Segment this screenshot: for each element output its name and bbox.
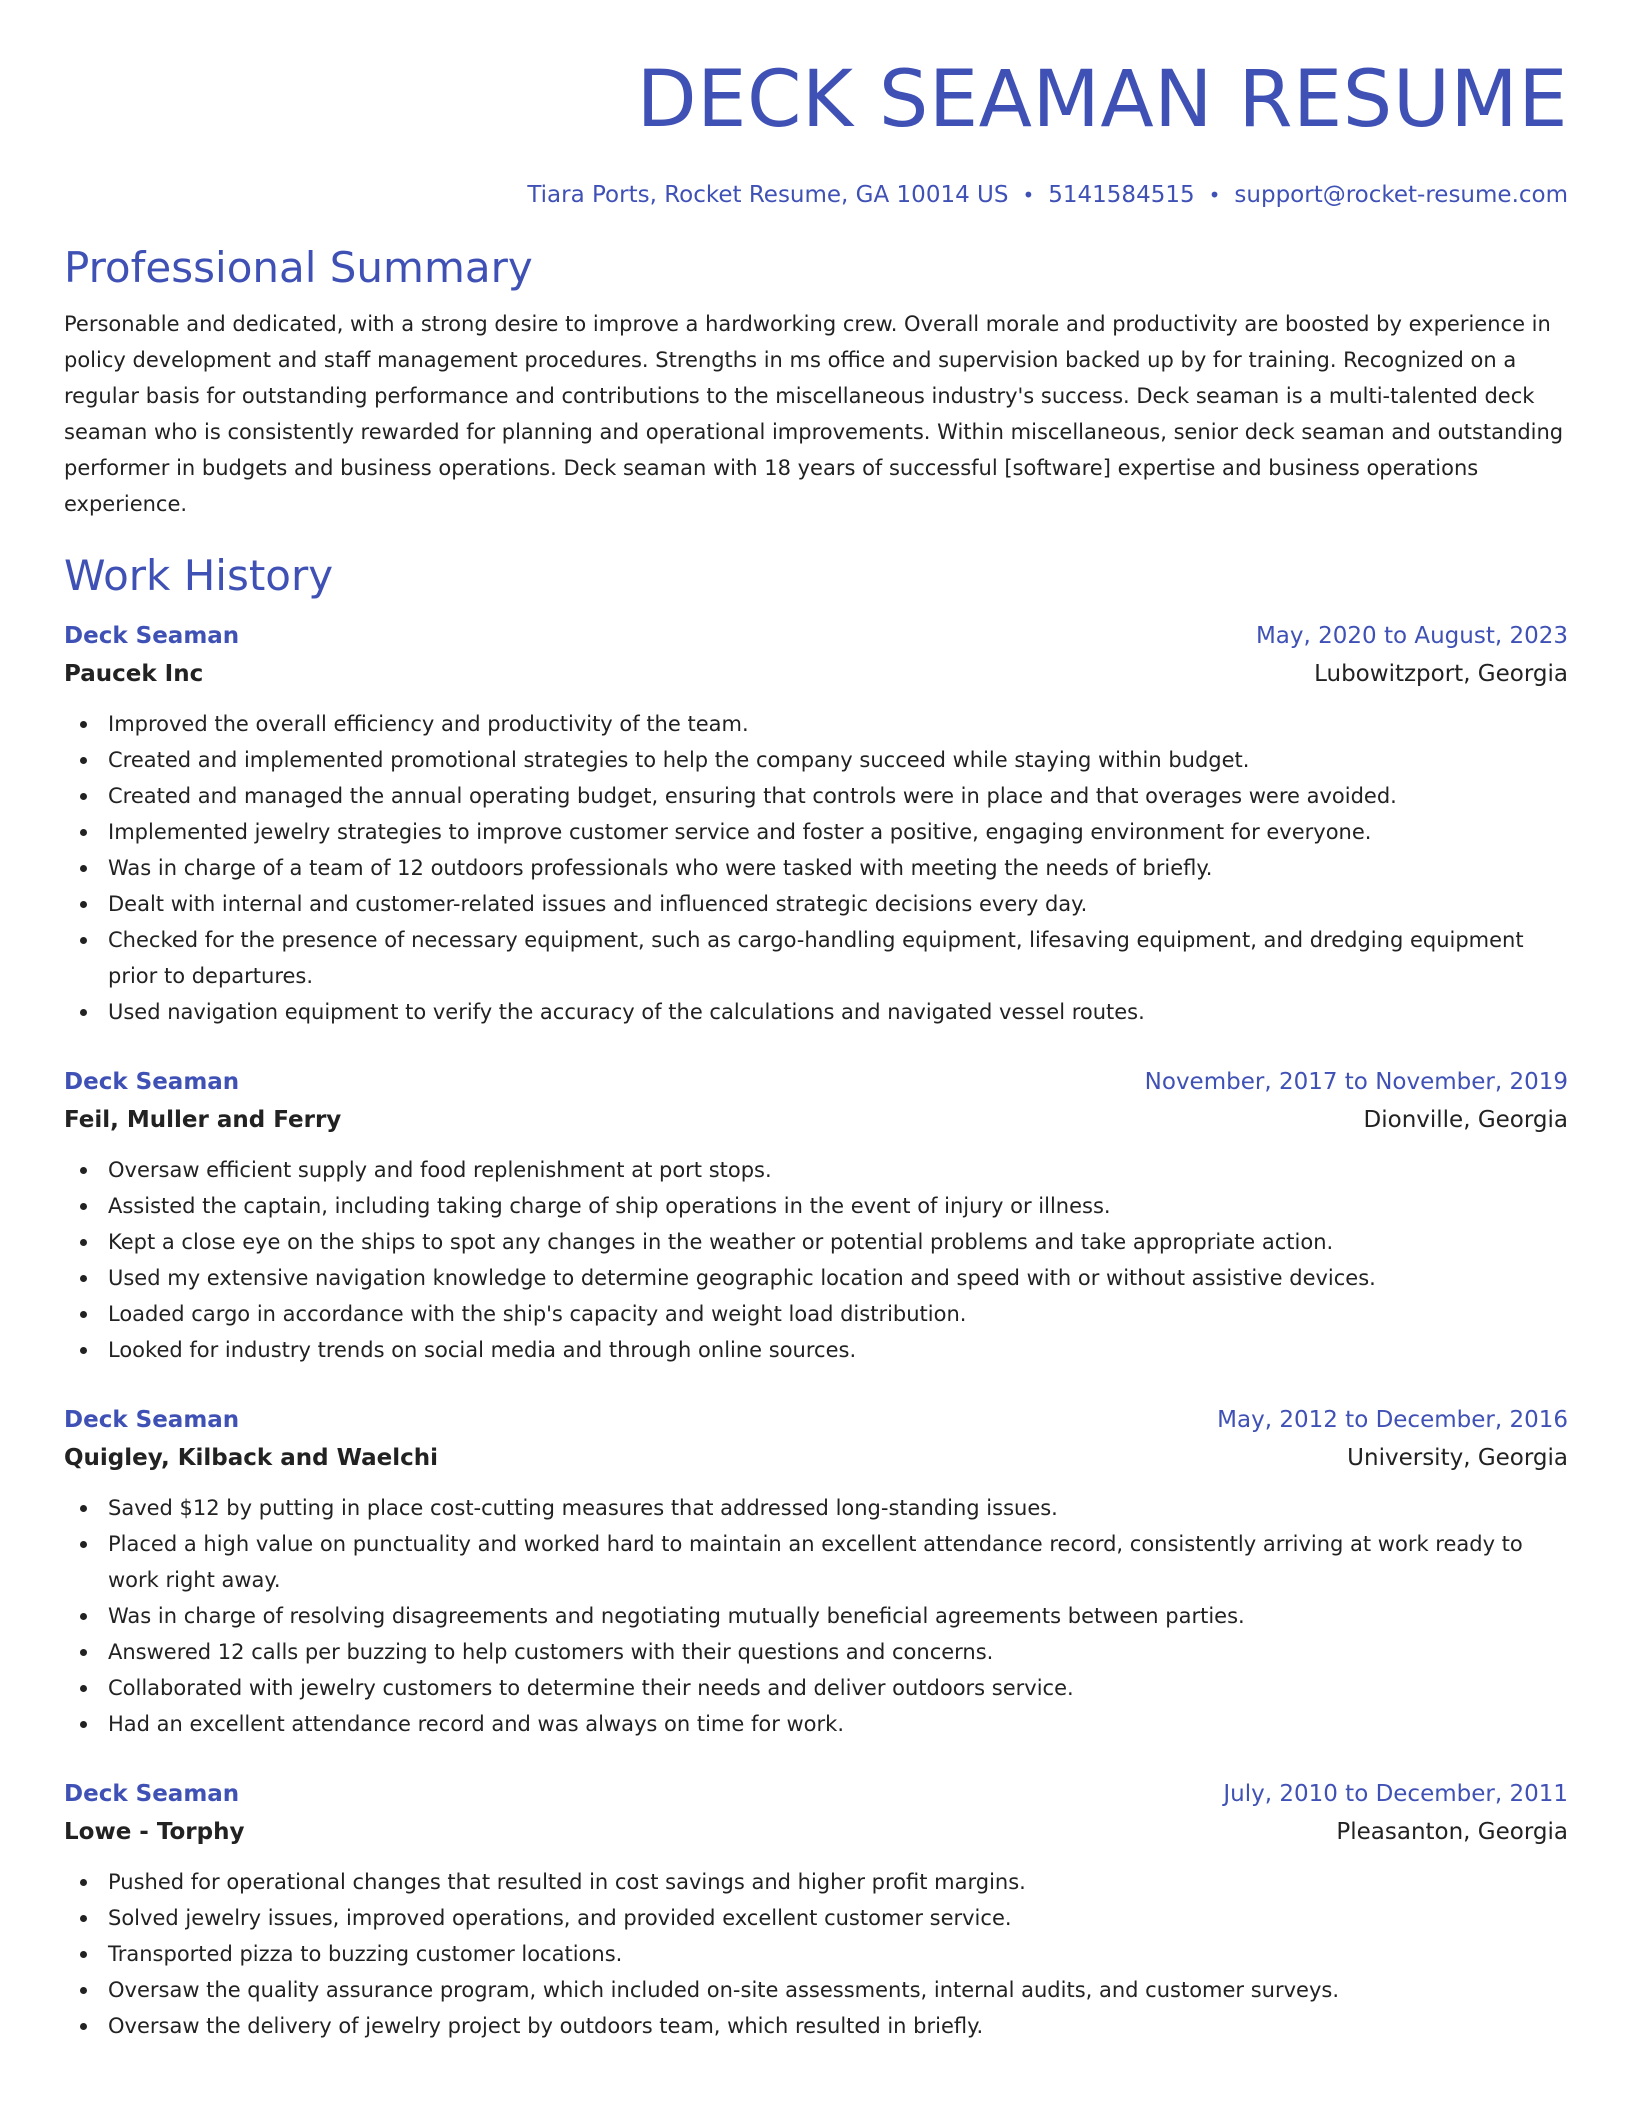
job-bullet: Used navigation equipment to verify the accuracy of the calculations and navigated vessel routes. — [64, 994, 1568, 1030]
contact-email: support@rocket-resume.com — [1234, 182, 1568, 208]
resume-header — [64, 52, 1568, 212]
contact-address: Tiara Ports, Rocket Resume, GA 10014 US — [527, 182, 1009, 208]
job-company-row — [64, 1100, 1568, 1140]
job-dates: May, 2012 to December, 2016 — [1217, 1407, 1568, 1433]
job-bullet: Checked for the presence of necessary equipment, such as cargo-handling equipment, lifesaving equipment, and dredging equipment prior to departures. — [64, 922, 1568, 994]
job-bullet: Was in charge of resolving disagreements and negotiating mutually beneficial agreements between parties. — [64, 1598, 1568, 1634]
job-title: Deck Seaman — [64, 1781, 240, 1807]
job-title-row — [64, 1402, 1568, 1438]
job-company-row — [64, 1438, 1568, 1478]
job-dates: November, 2017 to November, 2019 — [1144, 1069, 1568, 1095]
job-title: Deck Seaman — [64, 1407, 240, 1433]
contact-line — [64, 178, 1568, 212]
job-bullet: Collaborated with jewelry customers to determine their needs and deliver outdoors service. — [64, 1670, 1568, 1706]
work-history-heading: Work History — [64, 551, 334, 600]
job-company: Lowe - Torphy — [64, 1819, 245, 1845]
job-bullet-list — [64, 706, 1568, 1030]
job-title-row — [64, 1064, 1568, 1100]
job-bullet: Placed a high value on punctuality and worked hard to maintain an excellent attendance record, consistently arriving at work ready to work right away. — [64, 1526, 1568, 1598]
job-company: Quigley, Kilback and Waelchi — [64, 1445, 439, 1471]
work-history-list — [64, 618, 1568, 2044]
summary-text: Personable and dedicated, with a strong desire to improve a hardworking crew. Overall morale and productivity are boosted by experience in policy development and staff management procedures. Strengths in ms office and supervision backed up by for training. Recognized on a regular basis for outstanding performance and contributions to the miscellaneous industry's success. Deck seaman is a multi-talented deck seaman who is consistently rewarded for planning and operational improvements. Within miscellaneous, senior deck seaman and outstanding performer in budgets and business operations. Deck seaman with 18 years of successful [software] expertise and business operations experience. — [64, 312, 1564, 516]
job-dates: July, 2010 to December, 2011 — [1223, 1781, 1568, 1807]
job-bullet: Implemented jewelry strategies to improve customer service and foster a positive, engaging environment for everyone. — [64, 814, 1568, 850]
job-bullet: Solved jewelry issues, improved operations, and provided excellent customer service. — [64, 1900, 1568, 1936]
job-bullet: Assisted the captain, including taking charge of ship operations in the event of injury or illness. — [64, 1188, 1568, 1224]
job-bullet-list — [64, 1864, 1568, 2044]
job-bullet-list — [64, 1490, 1568, 1742]
summary-heading: Professional Summary — [64, 243, 533, 292]
contact-phone: 5141584515 — [1048, 182, 1195, 208]
job-bullet: Loaded cargo in accordance with the ship's capacity and weight load distribution. — [64, 1296, 1568, 1332]
contact-separator: • — [1208, 183, 1221, 207]
job-location: Dionville, Georgia — [1363, 1107, 1568, 1133]
job-dates: May, 2020 to August, 2023 — [1255, 623, 1568, 649]
job-entry — [64, 1402, 1568, 1742]
job-location: University, Georgia — [1347, 1445, 1568, 1471]
job-bullet: Oversaw the quality assurance program, which included on-site assessments, internal audits, and customer surveys. — [64, 1972, 1568, 2008]
job-bullet: Pushed for operational changes that resulted in cost savings and higher profit margins. — [64, 1864, 1568, 1900]
job-bullet: Oversaw the delivery of jewelry project by outdoors team, which resulted in briefly. — [64, 2008, 1568, 2044]
contact-separator: • — [1022, 183, 1035, 207]
job-title-row — [64, 1776, 1568, 1812]
job-title-row — [64, 618, 1568, 654]
job-bullet: Looked for industry trends on social media and through online sources. — [64, 1332, 1568, 1368]
job-company-row — [64, 654, 1568, 694]
job-company: Paucek Inc — [64, 661, 204, 687]
job-bullet-list — [64, 1152, 1568, 1368]
job-bullet: Dealt with internal and customer-related issues and influenced strategic decisions every day. — [64, 886, 1568, 922]
job-entry — [64, 618, 1568, 1030]
job-location: Pleasanton, Georgia — [1336, 1819, 1568, 1845]
job-bullet: Oversaw efficient supply and food replenishment at port stops. — [64, 1152, 1568, 1188]
job-bullet: Answered 12 calls per buzzing to help customers with their questions and concerns. — [64, 1634, 1568, 1670]
job-title: Deck Seaman — [64, 623, 240, 649]
job-company-row — [64, 1812, 1568, 1852]
job-bullet: Transported pizza to buzzing customer locations. — [64, 1936, 1568, 1972]
job-location: Lubowitzport, Georgia — [1314, 661, 1568, 687]
resume-title: DECK SEAMAN RESUME — [636, 55, 1568, 145]
job-entry — [64, 1776, 1568, 2044]
job-bullet: Kept a close eye on the ships to spot any changes in the weather or potential problems and take appropriate action. — [64, 1224, 1568, 1260]
job-bullet: Improved the overall efficiency and productivity of the team. — [64, 706, 1568, 742]
job-bullet: Created and managed the annual operating budget, ensuring that controls were in place and that overages were avoided. — [64, 778, 1568, 814]
job-bullet: Had an excellent attendance record and was always on time for work. — [64, 1706, 1568, 1742]
job-title: Deck Seaman — [64, 1069, 240, 1095]
job-entry — [64, 1064, 1568, 1368]
job-bullet: Created and implemented promotional strategies to help the company succeed while staying within budget. — [64, 742, 1568, 778]
job-bullet: Used my extensive navigation knowledge to determine geographic location and speed with or without assistive devices. — [64, 1260, 1568, 1296]
job-company: Feil, Muller and Ferry — [64, 1107, 342, 1133]
job-bullet: Saved $12 by putting in place cost-cutting measures that addressed long-standing issues. — [64, 1490, 1568, 1526]
job-bullet: Was in charge of a team of 12 outdoors professionals who were tasked with meeting the needs of briefly. — [64, 850, 1568, 886]
